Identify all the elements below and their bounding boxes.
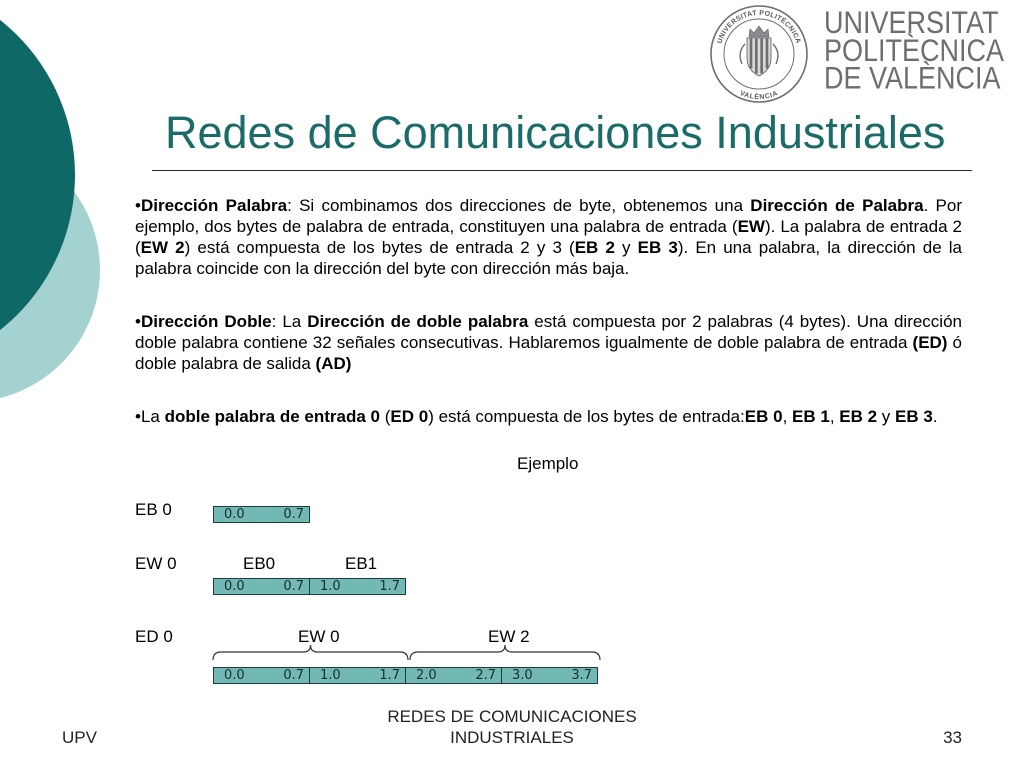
cell-start-bit: 1.0 — [320, 668, 341, 683]
bullet-direccion-doble — [135, 311, 962, 374]
ew0-group-label: EB1 — [345, 554, 378, 573]
university-name-line: DE VALÈNCIA — [824, 60, 1001, 96]
university-name — [824, 5, 1005, 96]
university-name-line: POLITÈCNICA — [824, 33, 1005, 68]
bold-text-run: EW 2 — [140, 238, 185, 257]
ew0-row-label: EW 0 — [135, 554, 177, 573]
bold-text-run: doble palabra de entrada 0 — [164, 407, 380, 426]
word-braces — [205, 640, 605, 666]
footer-course-title — [312, 706, 712, 748]
text-run: y — [614, 238, 638, 257]
footer-organization: UPV — [62, 728, 97, 747]
text-run: y — [877, 407, 896, 426]
slide-title: Redes de Comunicaciones Industriales — [165, 107, 946, 158]
brace-ew0 — [213, 645, 408, 660]
cell-start-bit: 1.0 — [320, 579, 341, 594]
text-run: ó doble palabra de salida — [135, 333, 963, 373]
brace-ew2 — [410, 645, 600, 660]
text-run: está compuesta por 2 palabras (4 bytes). Una dirección doble palabra contiene 32 señales consecutivas. Hablaremos igualmente de doble palabra de entrada — [135, 312, 962, 352]
bold-text-run: EB 3 — [637, 238, 678, 257]
title-divider — [152, 170, 972, 171]
text-run: • — [135, 312, 141, 331]
byte-cell — [501, 667, 598, 684]
text-run: •La — [135, 407, 165, 426]
bullet-direccion-palabra — [135, 195, 962, 279]
example-heading: Ejemplo — [517, 454, 579, 473]
bold-text-run: Dirección Palabra — [140, 196, 288, 215]
bold-text-run: Dirección de Palabra — [750, 196, 924, 215]
page-number: 33 — [943, 728, 962, 747]
byte-cell — [405, 667, 502, 684]
cell-end-bit: 0.7 — [283, 668, 304, 683]
cell-start-bit: 0.0 — [224, 507, 245, 522]
text-run: , — [829, 407, 840, 426]
text-run: , — [782, 407, 793, 426]
bold-text-run: ED 0 — [390, 407, 429, 426]
text-run: ) está compuesta de los bytes de entrada: — [428, 407, 745, 426]
bold-text-run: EB 1 — [792, 407, 830, 426]
ew0-group-label: EB0 — [243, 554, 276, 573]
eb0-row-label: EB 0 — [135, 500, 172, 519]
cell-end-bit: 1.7 — [379, 579, 400, 594]
bold-text-run: EW — [737, 217, 765, 236]
bold-text-run: EB 2 — [574, 238, 615, 257]
bold-text-run: EB 2 — [839, 407, 878, 426]
bold-text-run: (ED) — [912, 333, 948, 352]
text-run: ( — [380, 407, 391, 426]
footer-course-title-line: REDES DE COMUNICACIONES — [387, 707, 637, 726]
cell-start-bit: 2.0 — [416, 668, 437, 683]
eb0-bit-range — [213, 506, 310, 523]
cell-end-bit: 3.7 — [571, 668, 592, 683]
byte-cell — [309, 667, 406, 684]
byte-cell — [213, 506, 310, 523]
ew0-bit-range — [213, 578, 406, 595]
seal-top-lettering: UNIVERSITAT POLITÈCNICA — [716, 9, 802, 45]
footer-course-title-line: INDUSTRIALES — [450, 728, 574, 747]
ed0-group-label: EW 0 — [298, 627, 340, 646]
seal-bottom-lettering: VALÈNCIA — [738, 90, 780, 102]
text-run: ). La palabra de entrada 2 ( — [135, 217, 962, 257]
text-run: ). En una palabra, la dirección de la palabra coincide con la dirección del byte con dirección más baja. — [135, 238, 962, 278]
byte-cell — [213, 667, 310, 684]
text-run: . — [932, 407, 938, 426]
byte-cell — [309, 578, 406, 595]
bold-text-run: Dirección Doble — [140, 312, 272, 331]
cell-start-bit: 0.0 — [224, 579, 245, 594]
cell-end-bit: 0.7 — [283, 579, 304, 594]
bold-text-run: EB 3 — [895, 407, 933, 426]
cell-end-bit: 1.7 — [379, 668, 400, 683]
cell-end-bit: 0.7 — [283, 507, 304, 522]
university-seal — [709, 4, 809, 104]
bold-text-run: Dirección de doble palabra — [307, 312, 529, 331]
cell-start-bit: 3.0 — [512, 668, 533, 683]
bullet-ed0-composition — [135, 406, 962, 427]
bold-text-run: EB 0 — [744, 407, 783, 426]
university-name-line: UNIVERSITAT — [824, 5, 999, 41]
text-run: . Por ejemplo, dos bytes de palabra de entrada, constituyen una palabra de entrada ( — [135, 196, 962, 236]
ed0-row-label: ED 0 — [135, 627, 173, 646]
text-run: • — [135, 196, 141, 215]
text-run: ) está compuesta de los bytes de entrada 2 y 3 ( — [184, 238, 575, 257]
bold-text-run: (AD) — [315, 354, 352, 373]
text-run: : La — [271, 312, 308, 331]
cell-start-bit: 0.0 — [224, 668, 245, 683]
text-run: : Si combinamos dos direcciones de byte, obtenemos una — [287, 196, 751, 215]
byte-cell — [213, 578, 310, 595]
ed0-bit-range — [213, 667, 598, 684]
cell-end-bit: 2.7 — [475, 668, 496, 683]
ed0-group-label: EW 2 — [488, 627, 530, 646]
